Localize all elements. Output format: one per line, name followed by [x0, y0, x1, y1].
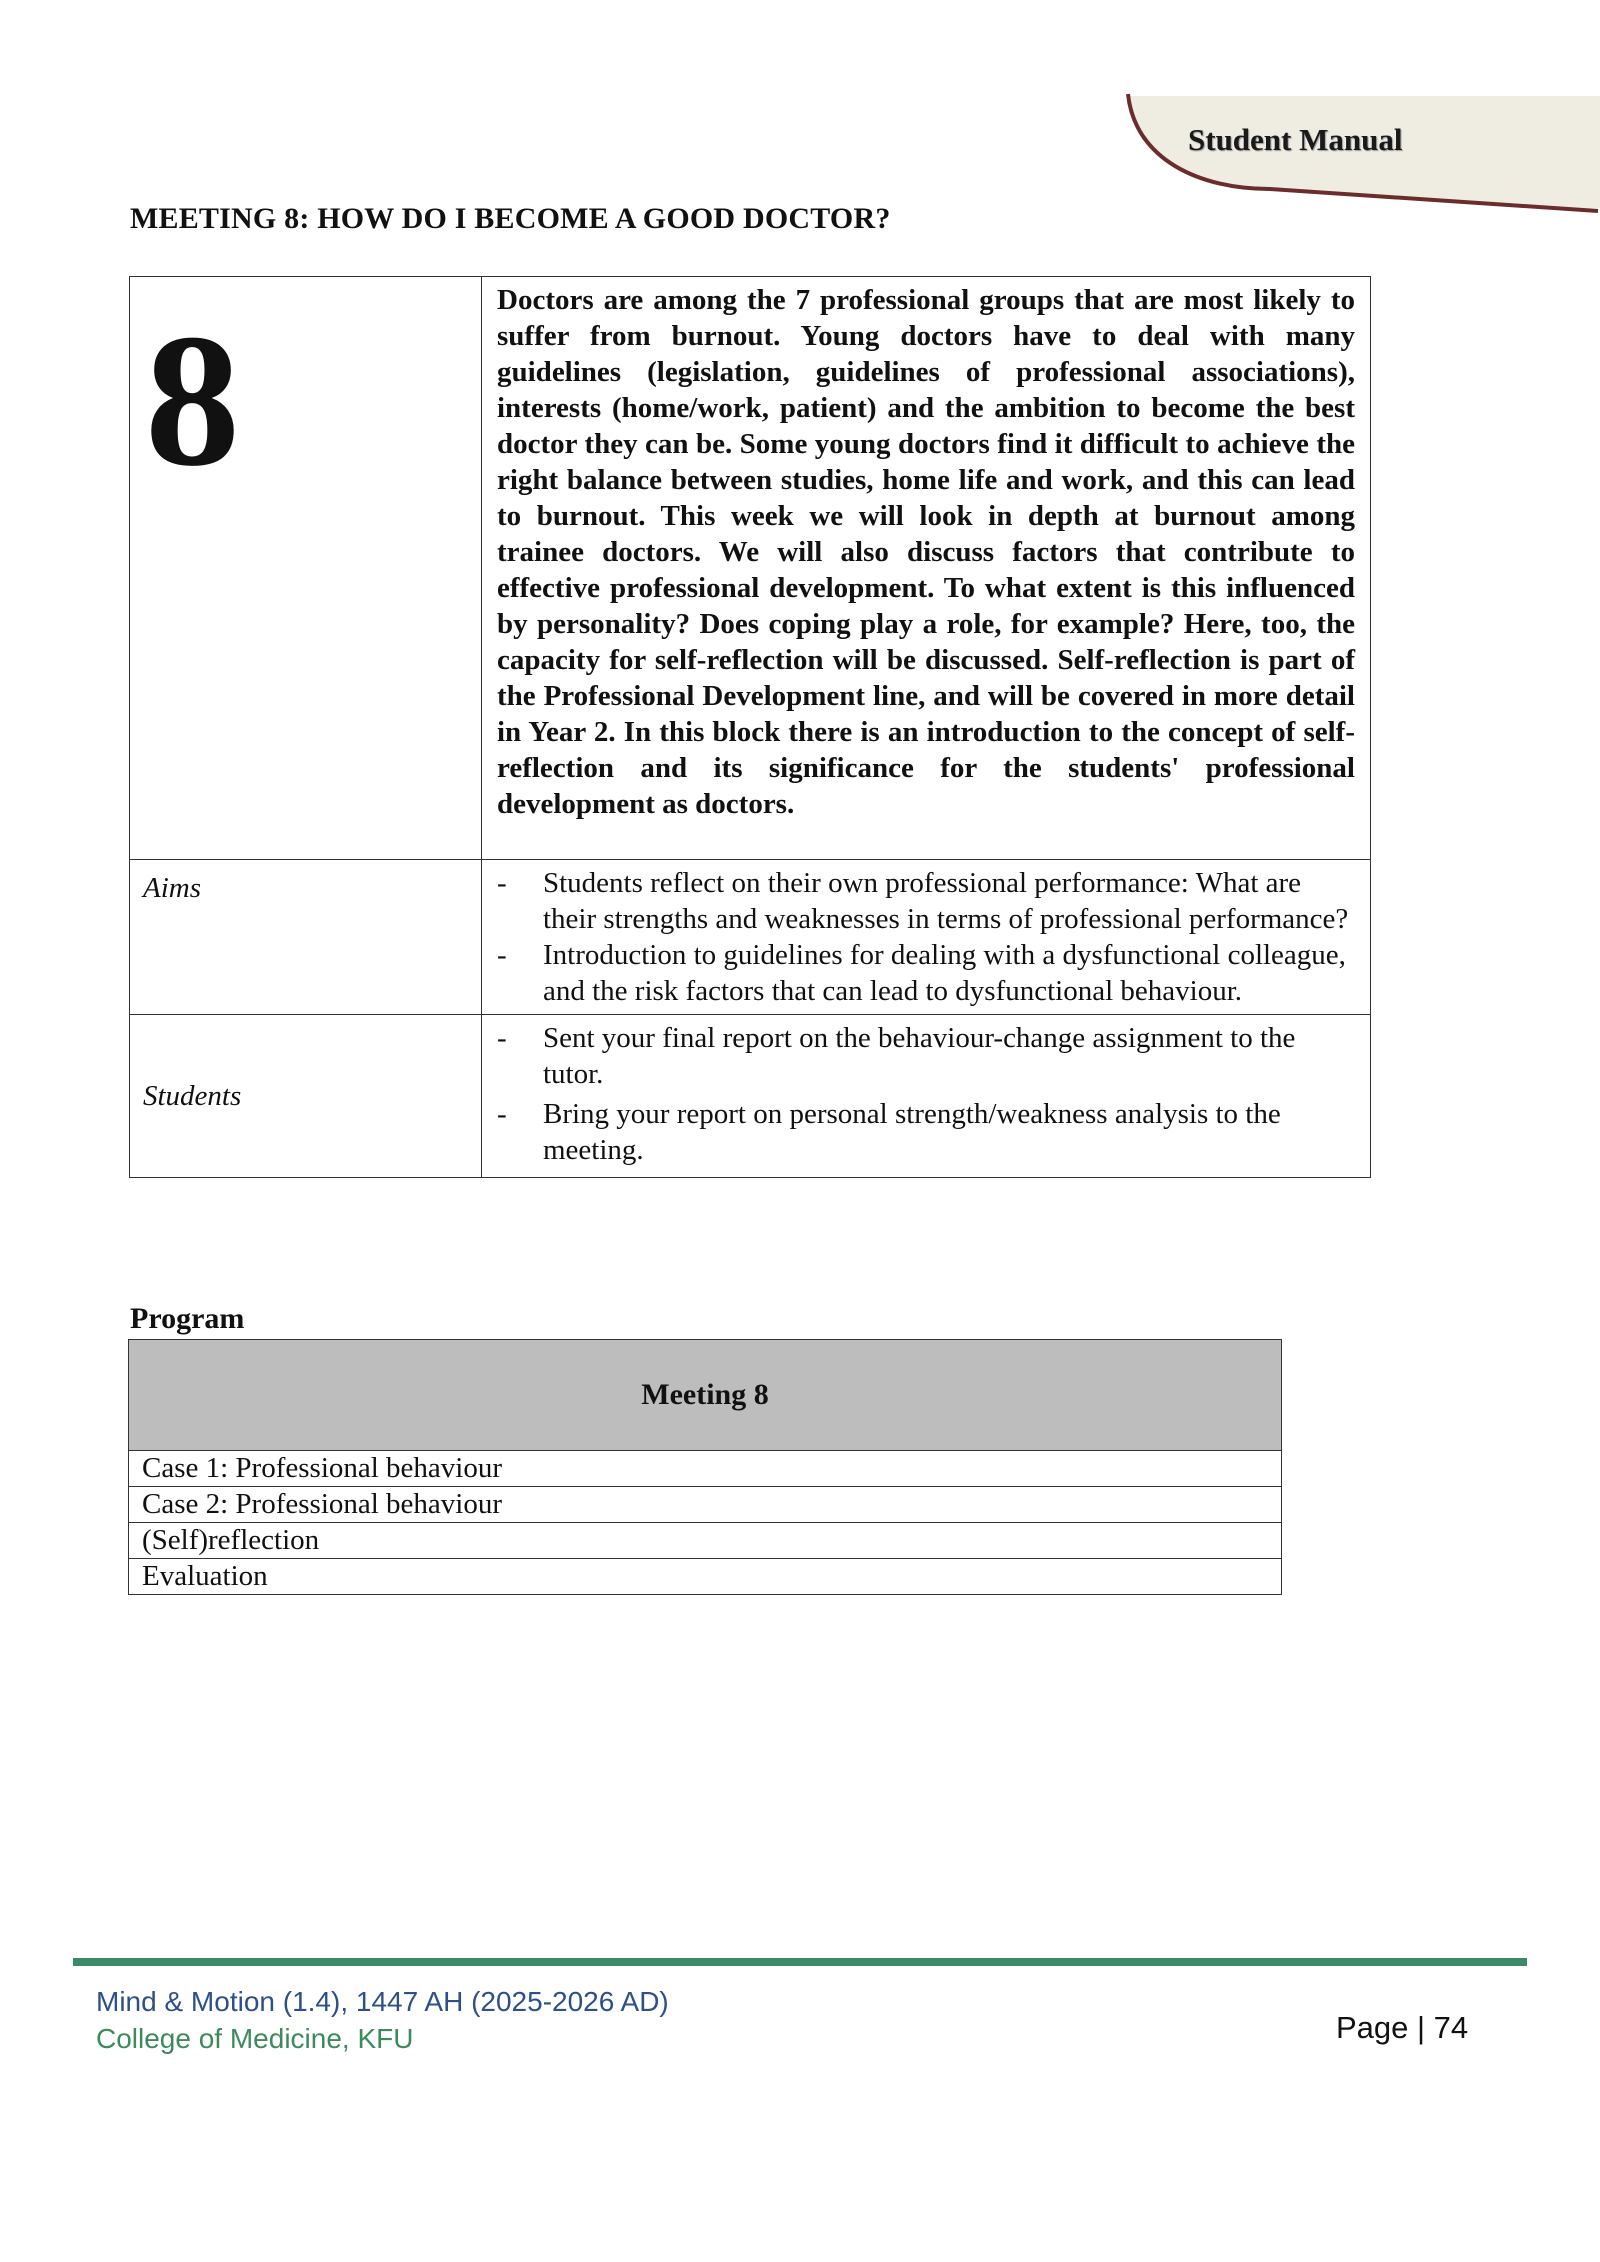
meeting-number: 8: [145, 296, 240, 506]
table-row: [129, 1451, 1282, 1487]
students-label: Students: [130, 1015, 482, 1178]
page-number: Page | 74: [1336, 2010, 1469, 2045]
table-row: [129, 1487, 1282, 1523]
program-label: Program: [130, 1302, 245, 1335]
footer-course-info: Mind & Motion (1.4), 1447 AH (2025-2026 AD): [96, 1986, 669, 2017]
program-header-row: [129, 1340, 1282, 1451]
program-item: (Self)reflection: [129, 1523, 1282, 1559]
list-item: - Bring your report on personal strength/weakness analysis to the meeting.: [497, 1096, 1355, 1168]
intro-text: Doctors are among the 7 professional groups that are most likely to suffer from burnout. Young doctors have to deal with many guidelines (legislation, guidelines of professional associations), interests (home/work, patient) and the ambition to become the best doctor they can be. Some young doctors find it difficult to achieve the right balance between studies, home life and work, and this can lead to burnout. This week we will look in depth at burnout among trainee doctors. We will also discuss factors that contribute to effective professional development. To what extent is this influenced by personality? Does coping play a role, for example? Here, too, the capacity for self-reflection will be discussed. Self-reflection is part of the Professional Development line, and will be covered in more detail in Year 2. In this block there is an introduction to the concept of self-reflection and its significance for the students' professional development as doctors.: [497, 284, 1355, 820]
intro-text-cell: [482, 277, 1371, 860]
students-row: [130, 1015, 1371, 1178]
list-item: - Introduction to guidelines for dealing with a dysfunctional colleague, and the risk factors that can lead to dysfunctional behaviour.: [497, 937, 1355, 1009]
meeting-overview-table: [129, 276, 1371, 1178]
students-list: [483, 1016, 1369, 1176]
header-label: Student Manual: [1188, 122, 1403, 157]
footer-college: College of Medicine, KFU: [96, 2023, 414, 2054]
list-item: - Students reflect on their own professional performance: What are their strengths and weaknesses in terms of professional performance?: [497, 865, 1355, 937]
program-heading: Meeting 8: [129, 1340, 1282, 1451]
aims-row: [130, 860, 1371, 1015]
program-table: [128, 1339, 1282, 1595]
program-item: Case 1: Professional behaviour: [129, 1451, 1282, 1487]
table-row: [129, 1559, 1282, 1595]
page-title: MEETING 8: HOW DO I BECOME A GOOD DOCTOR?: [130, 202, 891, 235]
students-cell: [482, 1015, 1371, 1178]
meeting-number-cell: [130, 277, 482, 860]
footer-divider: [73, 1958, 1527, 1966]
program-item: Evaluation: [129, 1559, 1282, 1595]
list-item: - Sent your final report on the behaviour-change assignment to the tutor.: [497, 1020, 1355, 1092]
program-item: Case 2: Professional behaviour: [129, 1487, 1282, 1523]
aims-list: [483, 861, 1369, 1013]
table-row: [129, 1523, 1282, 1559]
aims-label: Aims: [130, 860, 482, 1015]
aims-cell: [482, 860, 1371, 1015]
intro-row: [130, 277, 1371, 860]
